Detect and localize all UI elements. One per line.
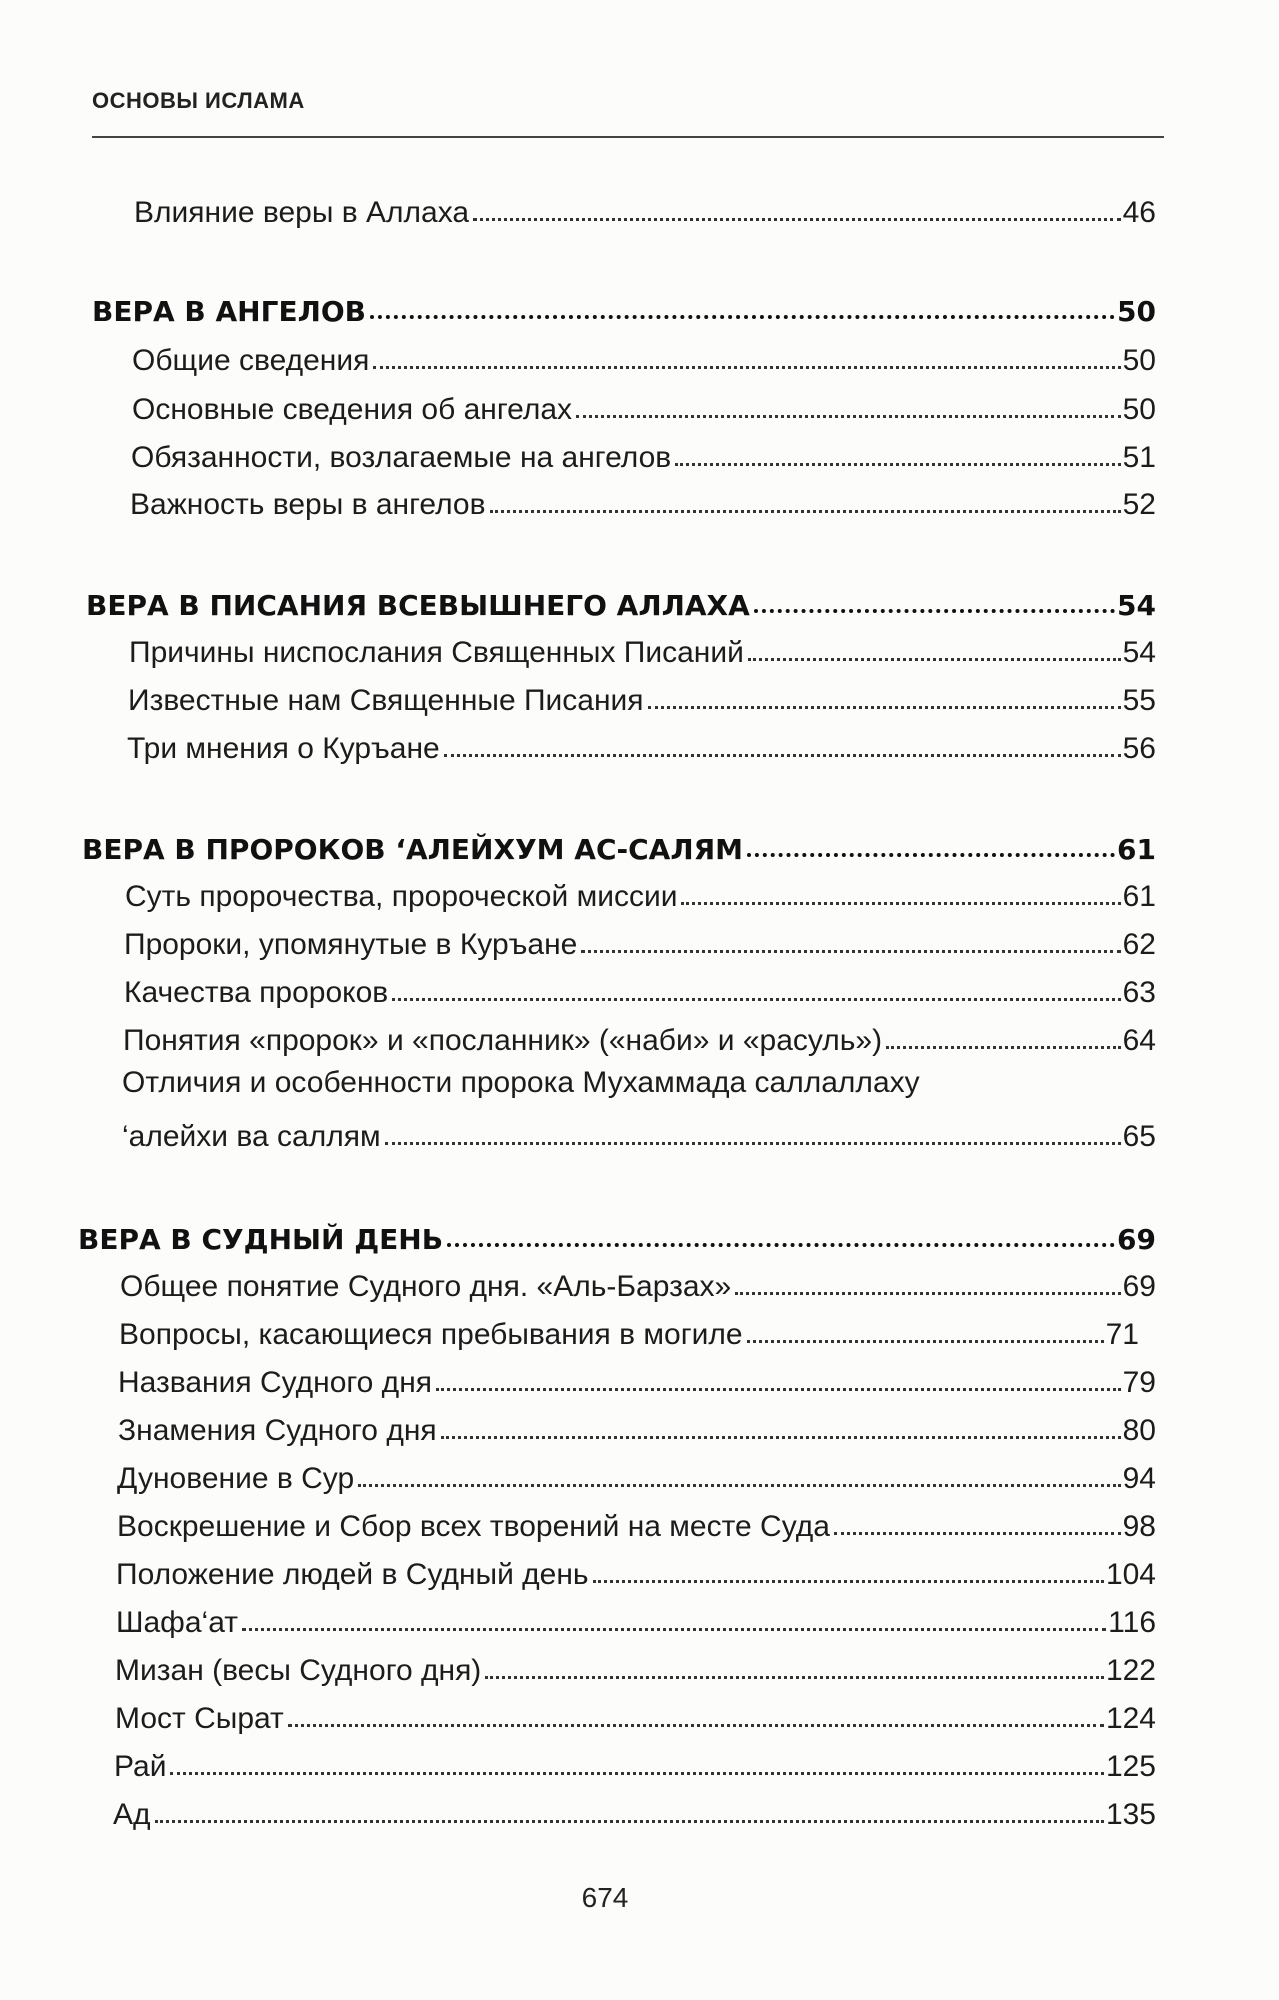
toc-entry-page: 54	[1122, 636, 1156, 669]
toc-entry-title: Общие сведения	[132, 344, 370, 377]
dot-leader	[373, 366, 1120, 369]
toc-chapter-judgment-day	[78, 1212, 1156, 1256]
toc-chapter-page: 61	[1117, 833, 1156, 866]
toc-entry	[117, 1500, 1156, 1544]
toc-entry-page: 55	[1122, 684, 1156, 717]
toc-chapter-title: ВЕРА В ПРОРОКОВ ‘АЛЕЙХУМ АС-САЛЯМ	[82, 833, 744, 866]
dot-leader	[370, 315, 1115, 319]
toc-entry-title: Общее понятие Судного дня. «Аль-Барзах»	[120, 1270, 732, 1303]
toc-entry	[118, 1404, 1156, 1448]
toc-entry	[128, 674, 1156, 718]
toc-entry	[125, 870, 1156, 914]
toc-entry-page: 50	[1122, 344, 1156, 377]
dot-leader	[155, 1820, 1104, 1823]
toc-entry	[115, 1692, 1156, 1736]
toc-entry	[132, 334, 1156, 378]
toc-entry	[129, 626, 1156, 670]
dot-leader	[392, 998, 1120, 1001]
toc-entry-page: 135	[1105, 1798, 1156, 1831]
toc-entry-title: Воскрешение и Сбор всех творений на месте Суда	[117, 1510, 830, 1543]
toc-entry-page: 116	[1108, 1606, 1156, 1639]
toc-entry-title: Мост Сырат	[115, 1702, 284, 1735]
toc-entry-page: 94	[1122, 1462, 1156, 1495]
toc-entry	[127, 722, 1156, 766]
page-number: 674	[581, 1882, 629, 1913]
toc-entry-title: Шафа‘ат	[116, 1606, 238, 1639]
dot-leader	[747, 853, 1115, 857]
toc-entry	[115, 1644, 1156, 1688]
toc-chapter-scriptures	[86, 578, 1156, 622]
toc-entry-page: 69	[1122, 1270, 1156, 1303]
toc-entry-title: Обязанности, возлагаемые на ангелов	[131, 441, 672, 474]
toc-entry	[113, 1788, 1156, 1832]
dot-leader	[288, 1724, 1104, 1727]
toc-entry-title: Три мнения о Куръане	[127, 732, 440, 765]
dot-leader	[242, 1628, 1106, 1631]
dot-leader	[485, 1676, 1104, 1679]
toc-entry-title: Пророки, упомянутые в Куръане	[124, 928, 578, 961]
dot-leader	[886, 1046, 1121, 1049]
toc-entry	[114, 1740, 1156, 1784]
toc-entry	[123, 1014, 1156, 1058]
toc-chapter-page: 50	[1117, 295, 1156, 328]
dot-leader	[681, 902, 1120, 905]
dot-leader	[834, 1532, 1121, 1535]
toc-entry-title: Важность веры в ангелов	[130, 488, 486, 521]
dot-leader	[748, 658, 1121, 661]
toc-entry-page: 46	[1122, 196, 1156, 229]
toc-entry-page: 71	[1105, 1318, 1139, 1351]
dot-leader	[170, 1772, 1103, 1775]
toc-entry	[130, 478, 1156, 522]
toc-entry-title: Положение людей в Судный день	[116, 1558, 589, 1591]
toc-entry-title: Дуновение в Сур	[117, 1462, 355, 1495]
dot-leader	[447, 1243, 1115, 1247]
toc-entry-page: 64	[1122, 1024, 1156, 1057]
dot-leader	[576, 415, 1121, 418]
toc-entry-page: 122	[1105, 1654, 1156, 1687]
toc-entry-title: Знамения Судного дня	[118, 1414, 437, 1447]
toc-entry-title: Мизан (весы Судного дня)	[115, 1654, 482, 1687]
toc-entry	[120, 1260, 1156, 1304]
dot-leader	[490, 510, 1121, 513]
toc-chapter-angels	[92, 284, 1156, 328]
toc-entry-title: Рай	[114, 1750, 167, 1783]
toc-entry-page: 104	[1105, 1558, 1156, 1591]
header-rule	[92, 136, 1164, 138]
dot-leader	[436, 1388, 1121, 1391]
toc-entry-title: Влияние веры в Аллаха	[134, 196, 470, 229]
toc-entry	[117, 1452, 1156, 1496]
dot-leader	[444, 754, 1121, 757]
dot-leader	[747, 1340, 1104, 1343]
toc-chapter-prophets	[82, 822, 1156, 866]
toc-entry-page: 63	[1122, 976, 1156, 1009]
toc-entry-page: 62	[1122, 928, 1156, 961]
dot-leader	[473, 218, 1121, 221]
toc-entry-title: Основные сведения об ангелах	[132, 393, 573, 426]
toc-entry-title: Понятия «пророк» и «посланник» («наби» и «расуль»)	[123, 1024, 883, 1057]
running-header: ОСНОВЫ ИСЛАМА	[92, 88, 305, 113]
toc-entry	[118, 1356, 1156, 1400]
toc-entry-title: ‘алейхи ва саллям	[122, 1120, 381, 1153]
toc-entry-page: 125	[1105, 1750, 1156, 1783]
toc-entry	[119, 1308, 1139, 1352]
toc-entry	[131, 431, 1156, 475]
toc-entry	[134, 186, 1156, 230]
toc-entry-page: 79	[1122, 1366, 1156, 1399]
toc-entry-title: Суть пророчества, пророческой миссии	[125, 880, 678, 913]
toc-entry-page: 56	[1122, 732, 1156, 765]
toc-entry	[116, 1596, 1156, 1640]
toc-entry-title: Ад	[113, 1798, 151, 1831]
toc-entry-page: 61	[1122, 880, 1156, 913]
toc-chapter-page: 69	[1117, 1223, 1156, 1256]
toc-entry-page: 50	[1122, 393, 1156, 426]
toc-entry	[124, 966, 1156, 1010]
toc-entry-page: 98	[1122, 1510, 1156, 1543]
toc-entry-title: Вопросы, касающиеся пребывания в могиле	[119, 1318, 743, 1351]
toc-entry-title: Качества пророков	[124, 976, 389, 1009]
dot-leader	[593, 1580, 1104, 1583]
dot-leader	[754, 609, 1115, 613]
toc-entry-title: Названия Судного дня	[118, 1366, 433, 1399]
dot-leader	[358, 1484, 1120, 1487]
toc-entry-page: 124	[1105, 1702, 1156, 1735]
toc-entry-title: Известные нам Священные Писания	[128, 684, 644, 717]
toc-entry-page: 65	[1122, 1120, 1156, 1153]
toc-chapter-title: ВЕРА В СУДНЫЙ ДЕНЬ	[78, 1223, 444, 1256]
toc-entry-title-line1: Отличия и особенности пророка Мухаммада саллаллаху	[122, 1066, 920, 1099]
dot-leader	[648, 706, 1121, 709]
dot-leader	[385, 1142, 1121, 1145]
dot-leader	[735, 1292, 1120, 1295]
toc-entry-page: 52	[1122, 488, 1156, 521]
toc-entry	[124, 918, 1156, 962]
toc-entry-title: Причины ниспослания Священных Писаний	[129, 636, 744, 669]
toc-chapter-title: ВЕРА В ПИСАНИЯ ВСЕВЫШНЕГО АЛЛАХА	[86, 589, 750, 622]
toc-entry-page: 51	[1122, 441, 1156, 474]
toc-entry	[132, 383, 1156, 427]
toc-chapter-page: 54	[1117, 589, 1156, 622]
toc-entry	[122, 1110, 1156, 1154]
toc-entry	[116, 1548, 1156, 1592]
toc-chapter-title: ВЕРА В АНГЕЛОВ	[92, 295, 366, 328]
dot-leader	[675, 463, 1120, 466]
toc-entry-page: 80	[1122, 1414, 1156, 1447]
dot-leader	[441, 1436, 1121, 1439]
dot-leader	[581, 950, 1120, 953]
